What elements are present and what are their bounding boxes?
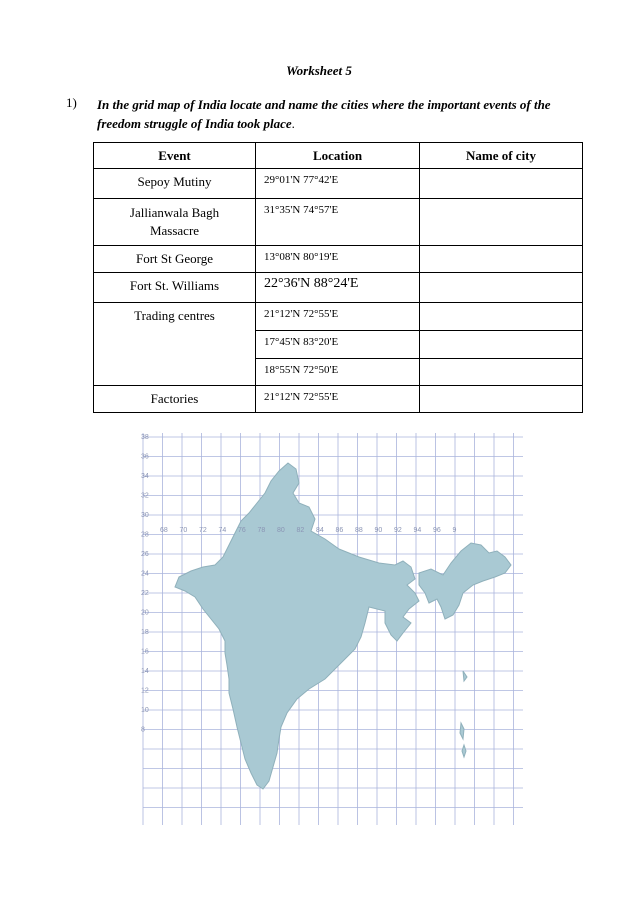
latitude-label: 18 xyxy=(141,629,149,636)
question-text xyxy=(97,95,567,133)
city-answer-cell[interactable] xyxy=(420,303,583,331)
question-number: 1) xyxy=(66,95,77,110)
event-cell: Fort St. Williams xyxy=(94,273,256,303)
location-cell: 21°12'N 72°55'E xyxy=(256,303,420,331)
location-cell: 13°08'N 80°19'E xyxy=(256,246,420,273)
longitude-label: 86 xyxy=(335,527,344,534)
header-city: Name of city xyxy=(420,143,583,169)
longitude-label: 84 xyxy=(316,527,324,534)
longitude-label: 94 xyxy=(413,527,422,534)
question-text-body: In the grid map of India locate and name the cities where the important events of the freedom struggle of India took place xyxy=(97,97,551,131)
location-cell: 17°45'N 83°20'E xyxy=(256,331,420,359)
longitude-label: 88 xyxy=(355,527,363,534)
table-row xyxy=(94,199,583,246)
latitude-label: 28 xyxy=(141,531,149,539)
latitude-label: 22 xyxy=(141,590,149,597)
india-grid-map xyxy=(133,433,523,825)
longitude-label: 92 xyxy=(394,527,402,534)
longitude-label: 90 xyxy=(374,527,383,534)
location-cell: 21°12'N 72°55'E xyxy=(256,386,420,413)
latitude-labels xyxy=(141,434,149,734)
longitude-label: 9 xyxy=(452,527,457,534)
table-header-row xyxy=(94,143,583,169)
location-cell: 18°55'N 72°50'E xyxy=(256,359,420,386)
event-cell: Trading centres xyxy=(94,303,256,386)
longitude-label: 78 xyxy=(257,527,266,534)
event-cell: Fort St George xyxy=(94,246,256,273)
latitude-label: 30 xyxy=(141,512,149,519)
latitude-label: 8 xyxy=(141,726,145,734)
city-answer-cell[interactable] xyxy=(420,331,583,359)
latitude-label: 10 xyxy=(141,707,149,714)
grid-map-svg xyxy=(133,433,523,825)
event-cell: Jallianwala Bagh Massacre xyxy=(94,199,256,246)
worksheet-title: Worksheet 5 xyxy=(286,63,352,78)
table-row xyxy=(94,246,583,273)
city-answer-cell[interactable] xyxy=(420,273,583,303)
table-row xyxy=(94,169,583,199)
longitude-label: 96 xyxy=(433,527,441,534)
city-answer-cell[interactable] xyxy=(420,359,583,386)
latitude-label: 20 xyxy=(141,609,149,617)
latitude-label: 24 xyxy=(141,570,149,578)
islands-shape xyxy=(460,671,467,757)
city-answer-cell[interactable] xyxy=(420,199,583,246)
longitude-label: 74 xyxy=(218,527,227,534)
location-cell: 31°35'N 74°57'E xyxy=(256,199,420,246)
latitude-label: 36 xyxy=(141,453,149,461)
table-row xyxy=(94,303,583,331)
longitude-label: 70 xyxy=(179,527,188,534)
header-event: Event xyxy=(94,143,256,169)
india-map-outline xyxy=(175,463,419,789)
city-answer-cell[interactable] xyxy=(420,246,583,273)
location-cell: 29°01'N 77°42'E xyxy=(256,169,420,199)
latitude-label: 16 xyxy=(141,648,149,656)
latitude-label: 32 xyxy=(141,492,149,500)
latitude-label: 38 xyxy=(141,434,149,441)
header-location: Location xyxy=(256,143,420,169)
longitude-label: 76 xyxy=(238,527,246,534)
location-cell: 22°36'N 88°24'E xyxy=(256,273,420,303)
latitude-label: 12 xyxy=(141,687,149,695)
longitude-label: 82 xyxy=(296,527,305,534)
event-cell: Factories xyxy=(94,386,256,413)
latitude-label: 14 xyxy=(141,668,149,675)
question-text-period: . xyxy=(291,116,295,131)
latitude-label: 34 xyxy=(141,473,149,480)
city-answer-cell[interactable] xyxy=(420,386,583,413)
table-row xyxy=(94,273,583,303)
longitude-label: 80 xyxy=(277,527,285,534)
longitude-label: 72 xyxy=(199,527,207,534)
event-cell: Sepoy Mutiny xyxy=(94,169,256,199)
northeast-region-shape xyxy=(419,543,511,619)
latitude-label: 26 xyxy=(141,551,149,558)
events-table xyxy=(93,142,583,413)
longitude-label: 68 xyxy=(160,527,168,534)
city-answer-cell[interactable] xyxy=(420,169,583,199)
table-row xyxy=(94,386,583,413)
